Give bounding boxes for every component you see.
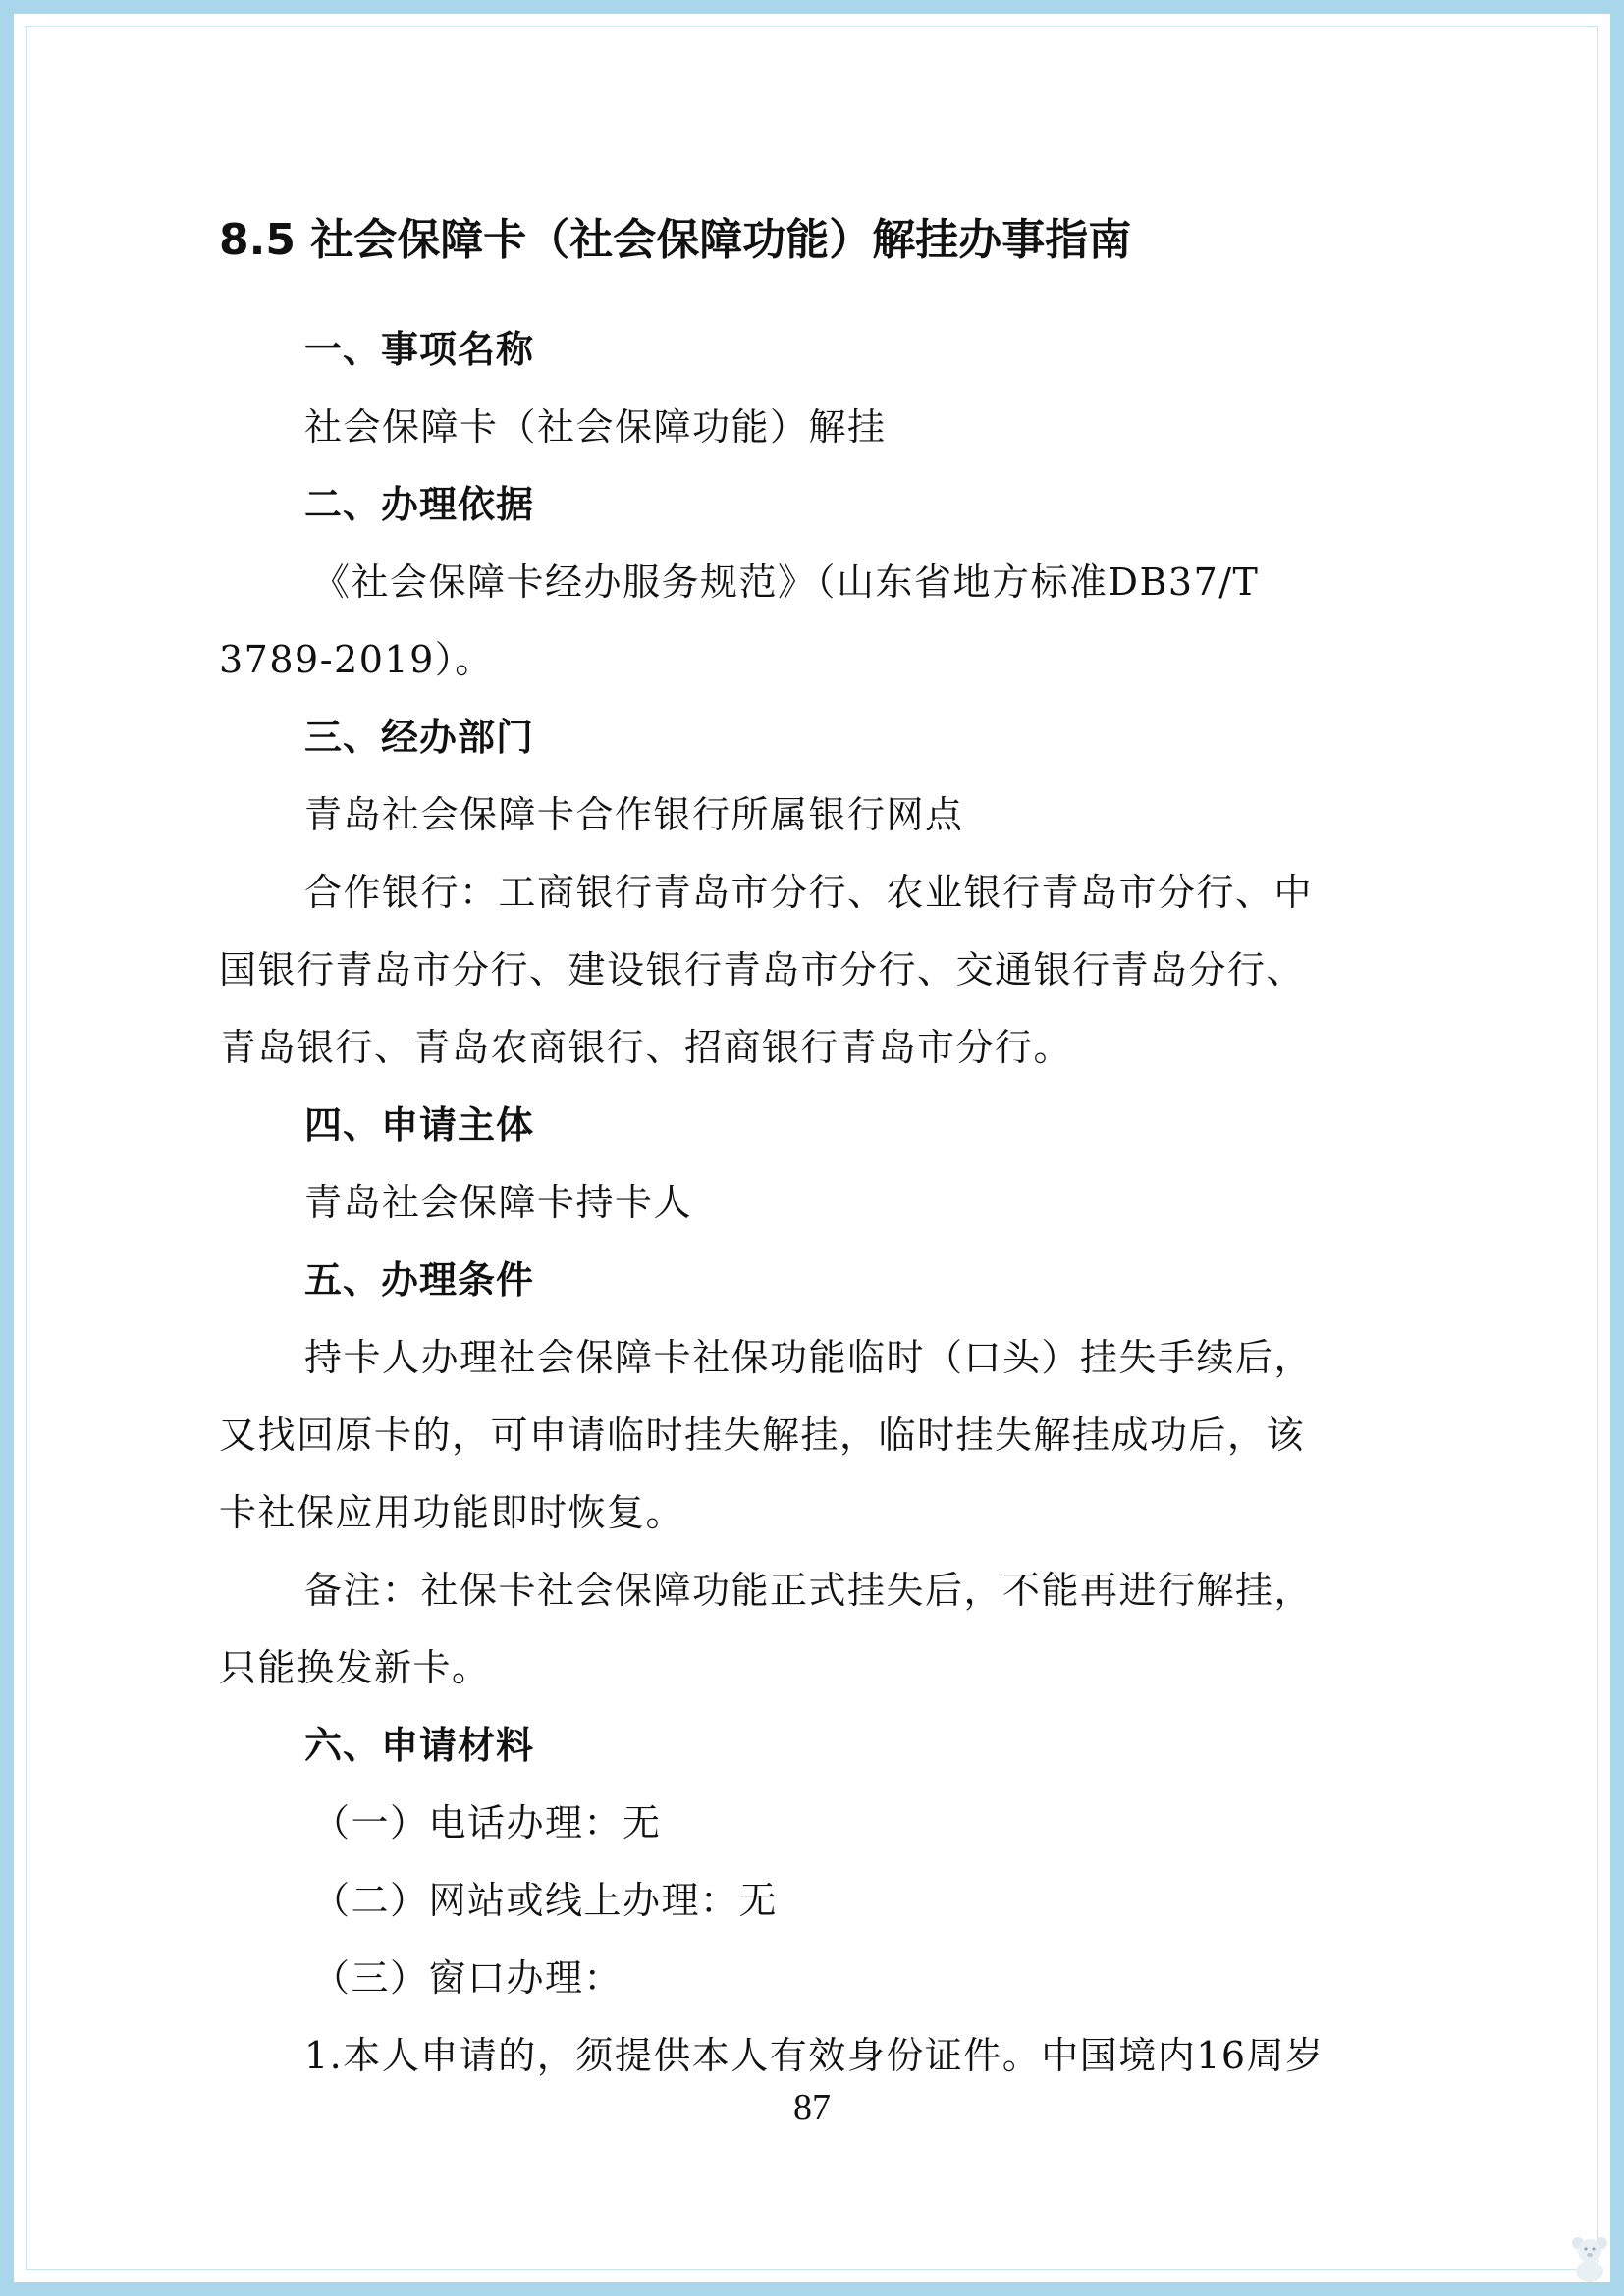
materials-phone: （一）电话办理：无 (312, 1801, 662, 1844)
materials-window: （三）窗口办理： (312, 1956, 623, 2000)
page-number: 87 (793, 2087, 831, 2128)
conditions-note-line2: 只能换发新卡。 (219, 1646, 491, 1689)
section-heading-applicant: 四、申请主体 (304, 1103, 535, 1147)
conditions-line3: 卡社保应用功能即时恢复。 (219, 1491, 685, 1534)
materials-item1: 1.本人申请的，须提供本人有效身份证件。中国境内16周岁 (304, 2034, 1325, 2077)
section-heading-department: 三、经办部门 (304, 716, 535, 759)
item-name-text: 社会保障卡（社会保障功能）解挂 (304, 405, 887, 449)
conditions-line2: 又找回原卡的，可申请临时挂失解挂，临时挂失解挂成功后，该 (219, 1414, 1306, 1457)
banks-line2: 国银行青岛市分行、建设银行青岛市分行、交通银行青岛分行、 (219, 948, 1306, 991)
section-heading-conditions: 五、办理条件 (304, 1258, 535, 1302)
teddy-bear-icon (1567, 2234, 1612, 2283)
conditions-note-line1: 备注：社保卡社会保障功能正式挂失后，不能再进行解挂， (304, 1569, 1314, 1612)
document-title: 8.5 社会保障卡（社会保障功能）解挂办事指南 (219, 215, 1132, 265)
materials-online: （二）网站或线上办理：无 (312, 1879, 779, 1922)
conditions-line1: 持卡人办理社会保障卡社保功能临时（口头）挂失手续后， (304, 1336, 1314, 1379)
section-heading-materials: 六、申请材料 (304, 1724, 535, 1767)
banks-line1: 合作银行：工商银行青岛市分行、农业银行青岛市分行、中 (304, 871, 1314, 914)
section-heading-item-name: 一、事项名称 (304, 328, 535, 371)
basis-text-line2: 3789-2019）。 (219, 638, 494, 681)
banks-line3: 青岛银行、青岛农商银行、招商银行青岛市分行。 (219, 1026, 1073, 1069)
department-text: 青岛社会保障卡合作银行所属银行网点 (304, 793, 964, 836)
basis-text-line1: 《社会保障卡经办服务规范》（山东省地方标准DB37/T (312, 561, 1260, 604)
applicant-text: 青岛社会保障卡持卡人 (304, 1181, 693, 1224)
section-heading-basis: 二、办理依据 (304, 483, 535, 526)
